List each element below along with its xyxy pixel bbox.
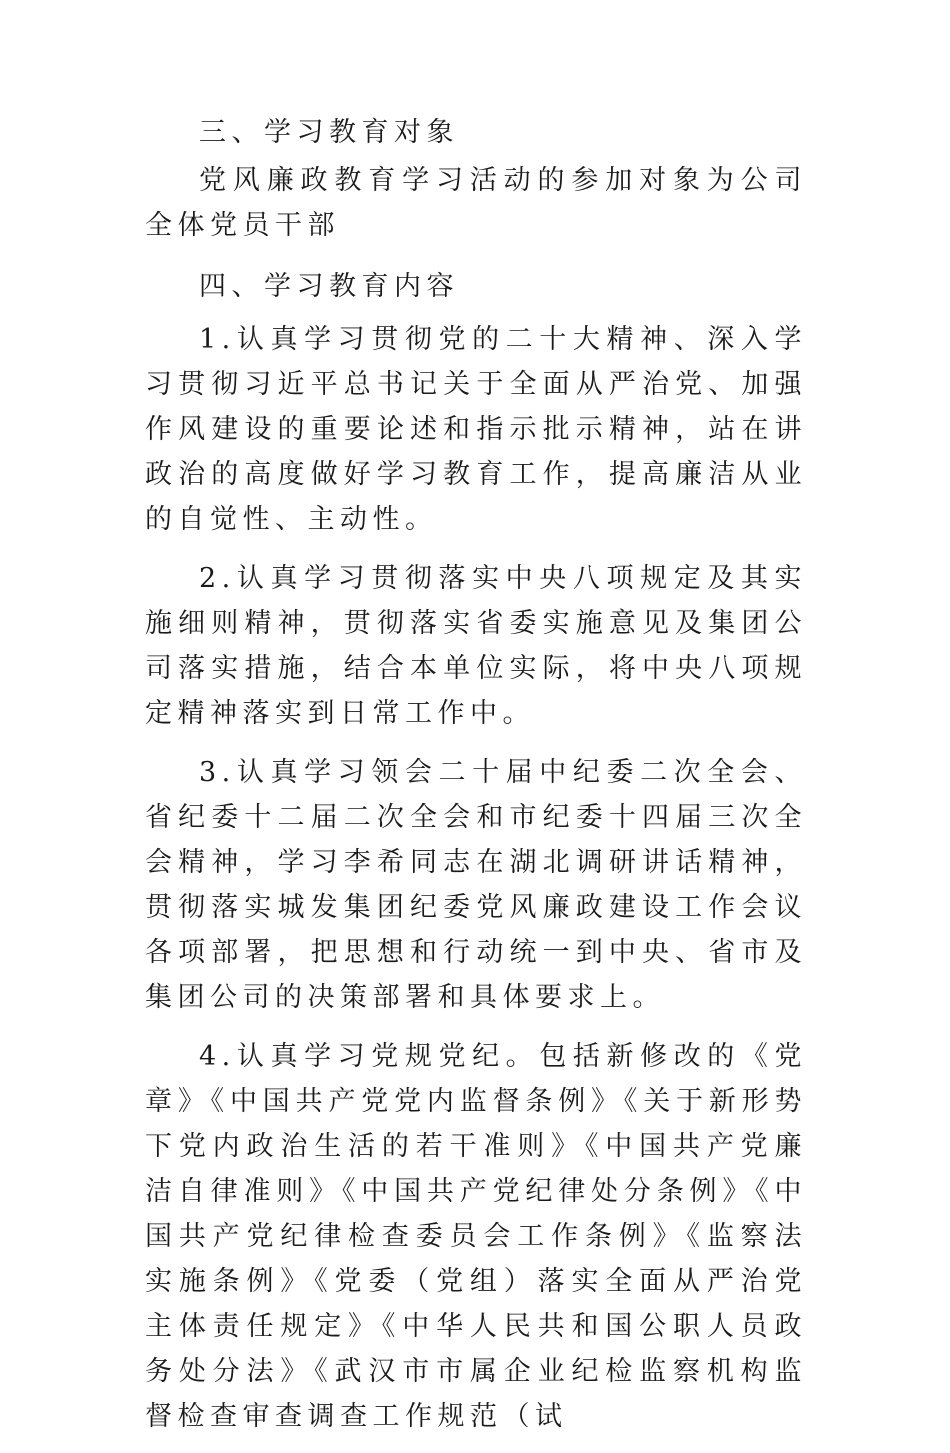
- content-item-2: 2.认真学习贯彻落实中央八项规定及其实施细则精神，贯彻落实省委实施意见及集团公司落实措施，结合本单位实际，将中央八项规定精神落实到日常工作中。: [145, 563, 807, 729]
- section-4-heading: 四、学习教育内容: [199, 271, 459, 302]
- content-item-3: 3.认真学习领会二十届中纪委二次全会、省纪委十二届二次全会和市纪委十四届三次全会精神，学习李希同志在湖北调研讲话精神，贯彻落实城发集团纪委党风廉政建设工作会议各项部署，把思想和行动统一到中央、省市及集团公司的决策部署和具体要求上。: [145, 757, 807, 1013]
- content-item-4: 4.认真学习党规党纪。包括新修改的《党章》《中国共产党党内监督条例》《关于新形势下党内政治生活的若干准则》《中国共产党廉洁自律准则》《中国共产党纪律处分条例》《中国共产党纪律检查委员会工作条例》《监察法实施条例》《党委（党组）落实全面从严治党主体责任规定》《中华人民共和国公职人员政务处分法》《武汉市市属企业纪检监察机构监督检查审查调查工作规范（试: [145, 1041, 807, 1432]
- content-item-1: 1.认真学习贯彻党的二十大精神、深入学习贯彻习近平总书记关于全面从严治党、加强作风建设的重要论述和指示批示精神，站在讲政治的高度做好学习教育工作，提高廉洁从业的自觉性、主动性。: [145, 324, 807, 535]
- section-3-heading: 三、学习教育对象: [199, 117, 459, 148]
- document-body: [145, 108, 807, 1453]
- section-3-paragraph: 党风廉政教育学习活动的参加对象为公司全体党员干部: [145, 165, 807, 241]
